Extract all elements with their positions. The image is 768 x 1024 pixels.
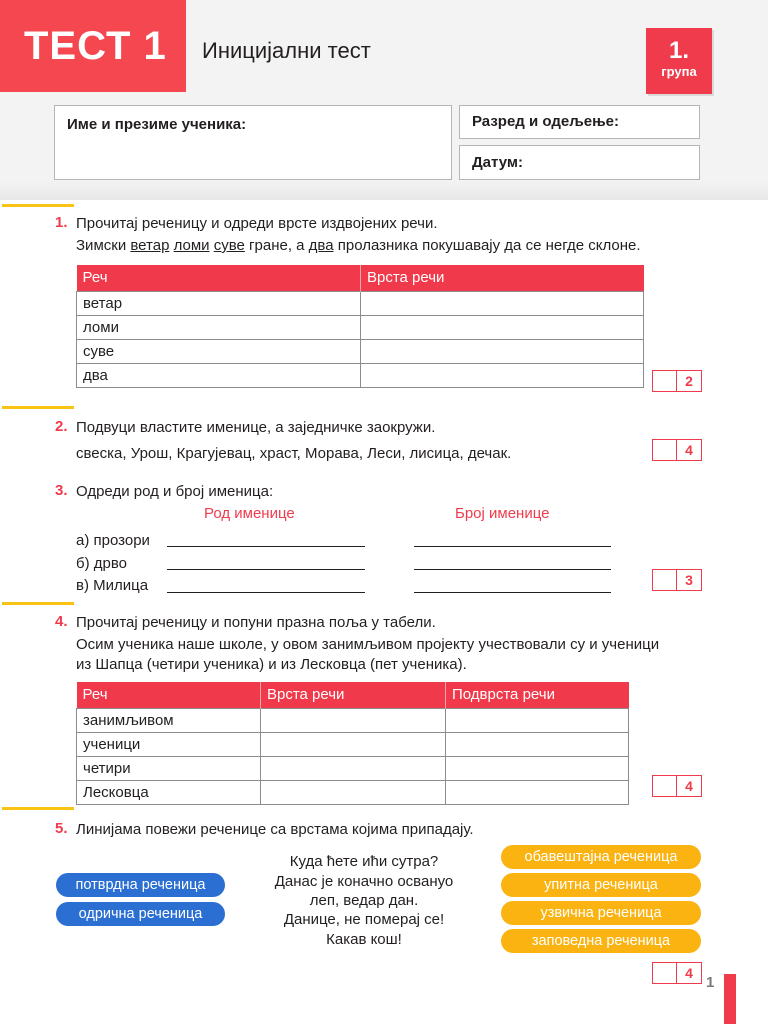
q1-sentence [76, 236, 641, 256]
q1-table [76, 265, 644, 388]
q3-col-number: Број именице [455, 505, 550, 522]
date-label: Датум: [472, 154, 523, 171]
q5-sentence[interactable]: Данице, не померај се! [283, 911, 445, 928]
q4-answer-cell[interactable] [446, 780, 629, 804]
q1-header-word: Реч [77, 265, 361, 291]
q5-number: 5. [55, 820, 68, 837]
q3-instruction: Одреди род и број именица: [76, 483, 274, 500]
score-points: 4 [676, 775, 702, 797]
q2-number: 2. [55, 418, 68, 435]
q3-item: б) дрво [76, 555, 127, 572]
q4-answer-cell[interactable] [261, 732, 446, 756]
q4-header-subtype: Подврста речи [446, 682, 629, 708]
separator [2, 602, 74, 605]
q1-answer-cell[interactable] [361, 363, 644, 387]
separator [2, 406, 74, 409]
q1-header-type: Врста речи [361, 265, 644, 291]
q2-words: свеска, Урош, Крагујевац, храст, Морава, Леси, лисица, дечак. [76, 445, 512, 462]
separator [2, 204, 74, 207]
q3-number: 3. [55, 482, 68, 499]
sentence-type-negative[interactable]: одрична реченица [56, 902, 225, 926]
q4-header-word: Реч [77, 682, 261, 708]
q1-underlined-word: ломи [173, 237, 210, 254]
table-row [77, 756, 629, 780]
q3-gender-line[interactable] [167, 569, 365, 570]
q4-score-box [652, 775, 702, 797]
q4-table [76, 682, 629, 805]
q4-cell-word: четири [77, 756, 261, 780]
test-subtitle: Иницијални тест [202, 38, 371, 63]
score-points: 3 [676, 569, 702, 591]
q1-cell-word: ветар [77, 291, 361, 315]
q3-item: а) прозори [76, 532, 150, 549]
q5-sentence[interactable]: Данас је коначно освануо [274, 873, 454, 890]
table-row [77, 780, 629, 804]
q1-answer-cell[interactable] [361, 315, 644, 339]
q1-cell-word: ломи [77, 315, 361, 339]
q4-answer-cell[interactable] [261, 708, 446, 732]
q3-number-line[interactable] [414, 569, 611, 570]
q3-gender-line[interactable] [167, 592, 365, 593]
q3-number-line[interactable] [414, 592, 611, 593]
score-entry[interactable] [652, 569, 677, 591]
table-row [77, 291, 644, 315]
q4-cell-word: занимљивом [77, 708, 261, 732]
q1-underlined-word: суве [213, 237, 245, 254]
table-row [77, 315, 644, 339]
q1-word: Зимски [76, 237, 131, 254]
q2-score-box [652, 439, 702, 461]
q1-number: 1. [55, 214, 68, 231]
table-row [77, 363, 644, 387]
score-points: 2 [676, 370, 702, 392]
student-name-field[interactable] [54, 105, 452, 180]
q5-score-box [652, 962, 702, 984]
q1-instruction: Прочитај реченицу и одреди врсте издвојених речи. [76, 215, 438, 232]
score-entry[interactable] [652, 439, 677, 461]
q4-answer-cell[interactable] [261, 780, 446, 804]
q1-answer-cell[interactable] [361, 291, 644, 315]
sentence-type-exclamatory[interactable]: узвична реченица [501, 901, 701, 925]
separator [2, 807, 74, 810]
class-label: Разред и одељење: [472, 113, 620, 130]
sentence-type-interrogative[interactable]: упитна реченица [501, 873, 701, 897]
student-name-label: Име и презиме ученика: [67, 116, 247, 133]
q4-number: 4. [55, 613, 68, 630]
q4-cell-word: ученици [77, 732, 261, 756]
sentence-type-declarative[interactable]: обавештајна реченица [501, 845, 701, 869]
q2-instruction: Подвуци властите именице, а заједничке заокружи. [76, 419, 436, 436]
q1-underlined-word: ветар [130, 237, 170, 254]
q5-instruction: Линијама повежи реченице са врстама којима припадају. [76, 821, 474, 838]
score-entry[interactable] [652, 775, 677, 797]
page-marker [724, 974, 736, 1024]
table-row [77, 732, 629, 756]
q3-col-gender: Род именице [204, 505, 295, 522]
test-title: ТЕСТ 1 [0, 0, 186, 92]
sentence-type-imperative[interactable]: заповедна реченица [501, 929, 701, 953]
score-entry[interactable] [652, 370, 677, 392]
page-number: 1 [706, 974, 715, 991]
q3-number-line[interactable] [414, 546, 611, 547]
q4-header-type: Врста речи [261, 682, 446, 708]
table-row [77, 339, 644, 363]
q4-instruction: Прочитај реченицу и попуни празна поља у табели. [76, 614, 436, 631]
q1-score-box [652, 370, 702, 392]
q4-cell-word: Лесковца [77, 780, 261, 804]
sentence-type-affirmative[interactable]: потврдна реченица [56, 873, 225, 897]
q3-score-box [652, 569, 702, 591]
q4-sentence-line1: Осим ученика наше школе, у овом занимљивом пројекту учествовали су и ученици [76, 636, 660, 653]
q4-answer-cell[interactable] [261, 756, 446, 780]
q1-underlined-word: два [308, 237, 334, 254]
table-row [77, 708, 629, 732]
q1-answer-cell[interactable] [361, 339, 644, 363]
q1-word: пролазника покушавају да се негде склоне. [333, 237, 641, 254]
q1-cell-word: два [77, 363, 361, 387]
q4-answer-cell[interactable] [446, 708, 629, 732]
score-entry[interactable] [652, 962, 677, 984]
q1-word: гране, а [244, 237, 309, 254]
score-points: 4 [676, 962, 702, 984]
q5-sentence[interactable]: Куда ћете ићи сутра? [289, 853, 439, 870]
q5-sentence[interactable]: леп, ведар дан. [309, 892, 419, 909]
q4-sentence-line2: из Шапца (четири ученика) и из Лесковца (пет ученика). [76, 656, 467, 673]
group-badge [646, 28, 712, 94]
q4-answer-cell[interactable] [446, 732, 629, 756]
q4-answer-cell[interactable] [446, 756, 629, 780]
q3-gender-line[interactable] [167, 546, 365, 547]
date-field[interactable] [459, 145, 700, 180]
group-label: група [661, 64, 697, 79]
group-number: 1. [668, 37, 689, 64]
q5-sentence[interactable]: Какав кош! [326, 931, 402, 948]
score-points: 4 [676, 439, 702, 461]
class-field[interactable] [459, 105, 700, 139]
q3-item: в) Милица [76, 577, 149, 594]
q1-cell-word: суве [77, 339, 361, 363]
